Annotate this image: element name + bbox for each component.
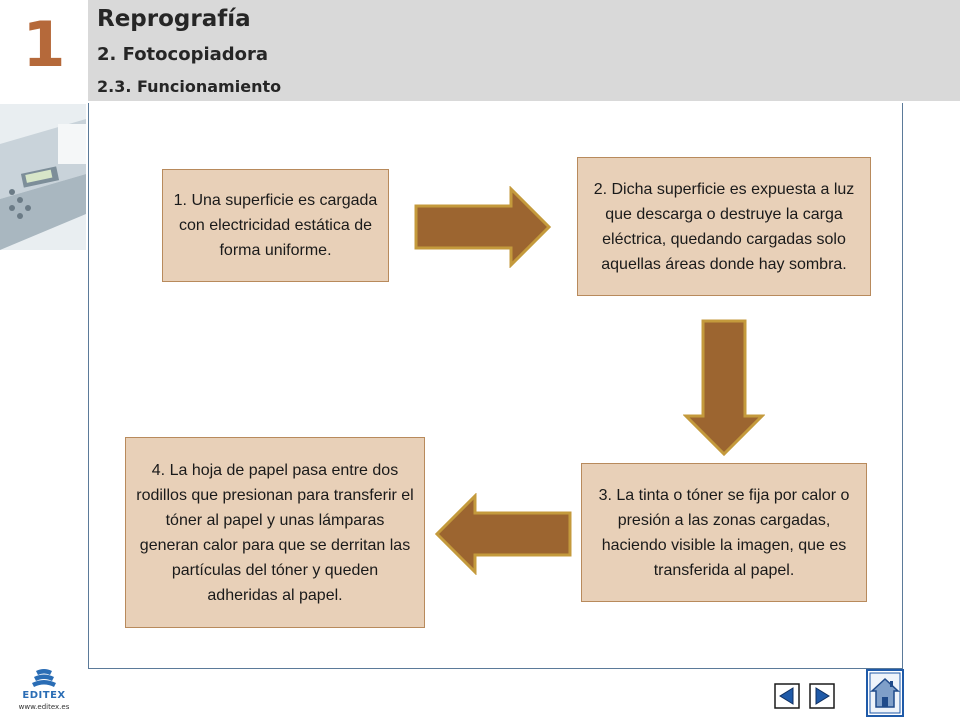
chapter-number: 1 bbox=[22, 8, 66, 81]
page-title: Reprografía bbox=[97, 6, 251, 32]
arrow-down-icon bbox=[683, 318, 765, 458]
arrow-left-icon bbox=[433, 493, 573, 575]
step-2-text: 2. Dicha superficie es expuesta a luz que descarga o destruye la carga eléctrica, quedando cargadas solo aquellas áreas donde hay sombra. bbox=[593, 180, 855, 273]
step-1-box bbox=[162, 169, 389, 282]
logo-url: www.editex.es bbox=[18, 703, 70, 711]
arrow-right-icon bbox=[413, 186, 553, 268]
prev-slide-button[interactable] bbox=[774, 683, 800, 709]
step-3-box bbox=[581, 463, 867, 602]
copier-illustration-icon bbox=[0, 104, 86, 250]
section-title: 2.3. Funcionamiento bbox=[97, 77, 282, 96]
step-3-text: 3. La tinta o tóner se fija por calor o presión a las zonas cargadas, haciendo visible la imagen, que es transferida al papel. bbox=[598, 486, 850, 579]
copier-photo bbox=[0, 104, 86, 250]
step-1-text: 1. Una superficie es cargada con electricidad estática de forma uniforme. bbox=[173, 192, 378, 259]
step-2-box bbox=[577, 157, 871, 296]
editex-logo bbox=[14, 667, 74, 715]
page-subtitle: 2. Fotocopiadora bbox=[97, 44, 269, 65]
step-4-box bbox=[125, 437, 425, 628]
home-button[interactable] bbox=[866, 669, 904, 717]
logo-text: EDITEX bbox=[22, 690, 66, 701]
next-slide-button[interactable] bbox=[809, 683, 835, 709]
chapter-box bbox=[0, 0, 88, 101]
step-4-text: 4. La hoja de papel pasa entre dos rodillos que presionan para transferir el tóner al papel y unas lámparas generan calor para que se derritan las partículas del tóner y queden adheridas al papel. bbox=[136, 461, 414, 604]
